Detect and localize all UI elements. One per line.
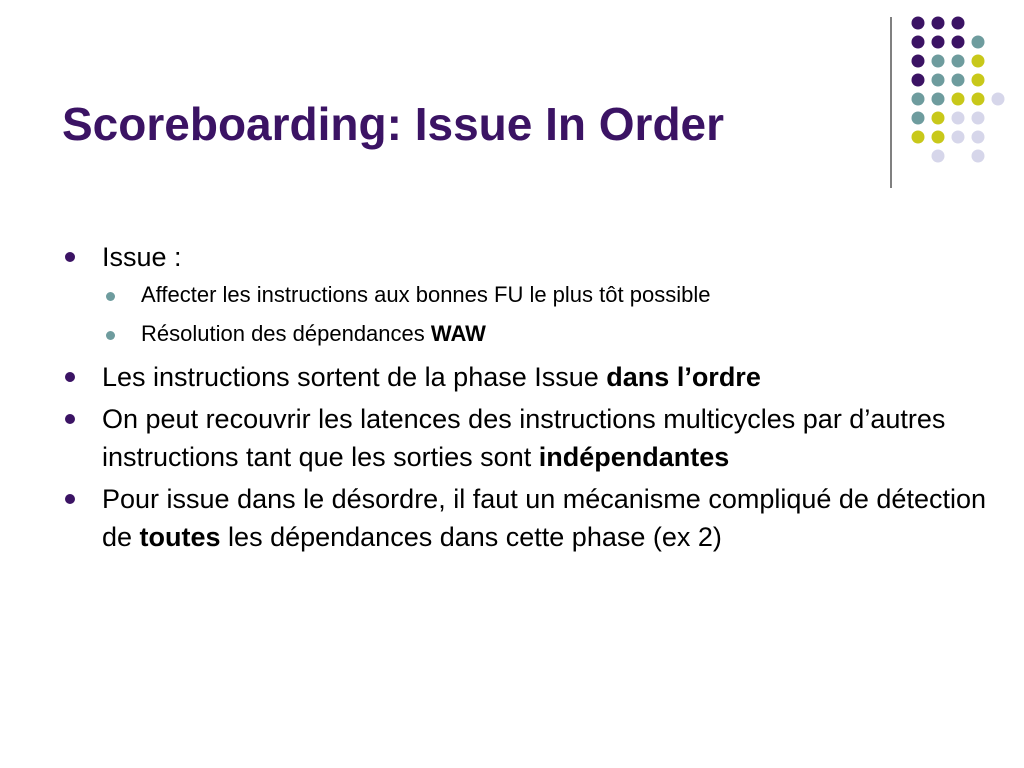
decorative-dot: [972, 112, 985, 125]
decorative-dot: [932, 112, 945, 125]
decorative-dot: [972, 74, 985, 87]
decorative-dot: [912, 17, 925, 30]
bullet-text: Les instructions sortent de la phase Issue: [102, 362, 607, 392]
emphasized-text: dans l’ordre: [606, 362, 761, 392]
bullet-item: [62, 358, 1012, 396]
decorative-dot: [912, 112, 925, 125]
decorative-dot: [932, 17, 945, 30]
bullet-text: On peut recouvrir les latences des instructions multicycles par d’autres instructions tant que les sorties sont: [102, 404, 946, 472]
decorative-dot: [972, 55, 985, 68]
bullet-text: Pour issue dans le désordre, il faut un mécanisme compliqué de détection de: [102, 484, 986, 552]
bullet-dot-icon: [106, 331, 115, 340]
decorative-dot: [972, 131, 985, 144]
bullet-item: [62, 238, 1012, 276]
decorative-dot: [972, 93, 985, 106]
bullet-list: [62, 238, 1012, 560]
bullet-text: Affecter les instructions aux bonnes FU le plus tôt possible: [141, 282, 711, 307]
decorative-dot: [912, 131, 925, 144]
decorative-dot: [952, 131, 965, 144]
decorative-dot: [932, 36, 945, 49]
decorative-dot: [952, 112, 965, 125]
bullet-dot-icon: [106, 292, 115, 301]
sub-bullet-item: [62, 280, 1012, 310]
bullet-text: Résolution des dépendances: [141, 321, 431, 346]
decorative-dot: [912, 55, 925, 68]
bullet-item: [62, 400, 1012, 476]
bullet-dot-icon: [65, 414, 75, 424]
bullet-text: Issue :: [102, 242, 182, 272]
decorative-dot: [952, 93, 965, 106]
decorative-dot: [972, 150, 985, 163]
decorative-dot: [912, 74, 925, 87]
emphasized-text: indépendantes: [538, 442, 730, 472]
bullet-dot-icon: [65, 372, 75, 382]
decorative-dot: [952, 17, 965, 30]
emphasized-text: WAW: [430, 321, 486, 346]
decorative-dot: [952, 55, 965, 68]
decorative-dot: [932, 131, 945, 144]
sub-bullet-item: [62, 319, 1012, 349]
decorative-dot: [932, 74, 945, 87]
divider-line: [890, 17, 892, 188]
slide-title: Scoreboarding: Issue In Order: [62, 98, 725, 150]
decorative-dot: [912, 93, 925, 106]
emphasized-text: toutes: [139, 522, 221, 552]
decorative-dot: [952, 36, 965, 49]
decorative-dot: [952, 74, 965, 87]
decorative-dot: [992, 93, 1005, 106]
decorative-dot: [932, 150, 945, 163]
decorative-dot: [972, 36, 985, 49]
bullet-dot-icon: [65, 494, 75, 504]
decorative-dot: [932, 93, 945, 106]
bullet-text: les dépendances dans cette phase (ex 2): [220, 522, 722, 552]
decorative-dot: [932, 55, 945, 68]
bullet-item: [62, 480, 1012, 556]
decorative-dot: [912, 36, 925, 49]
bullet-dot-icon: [65, 252, 75, 262]
